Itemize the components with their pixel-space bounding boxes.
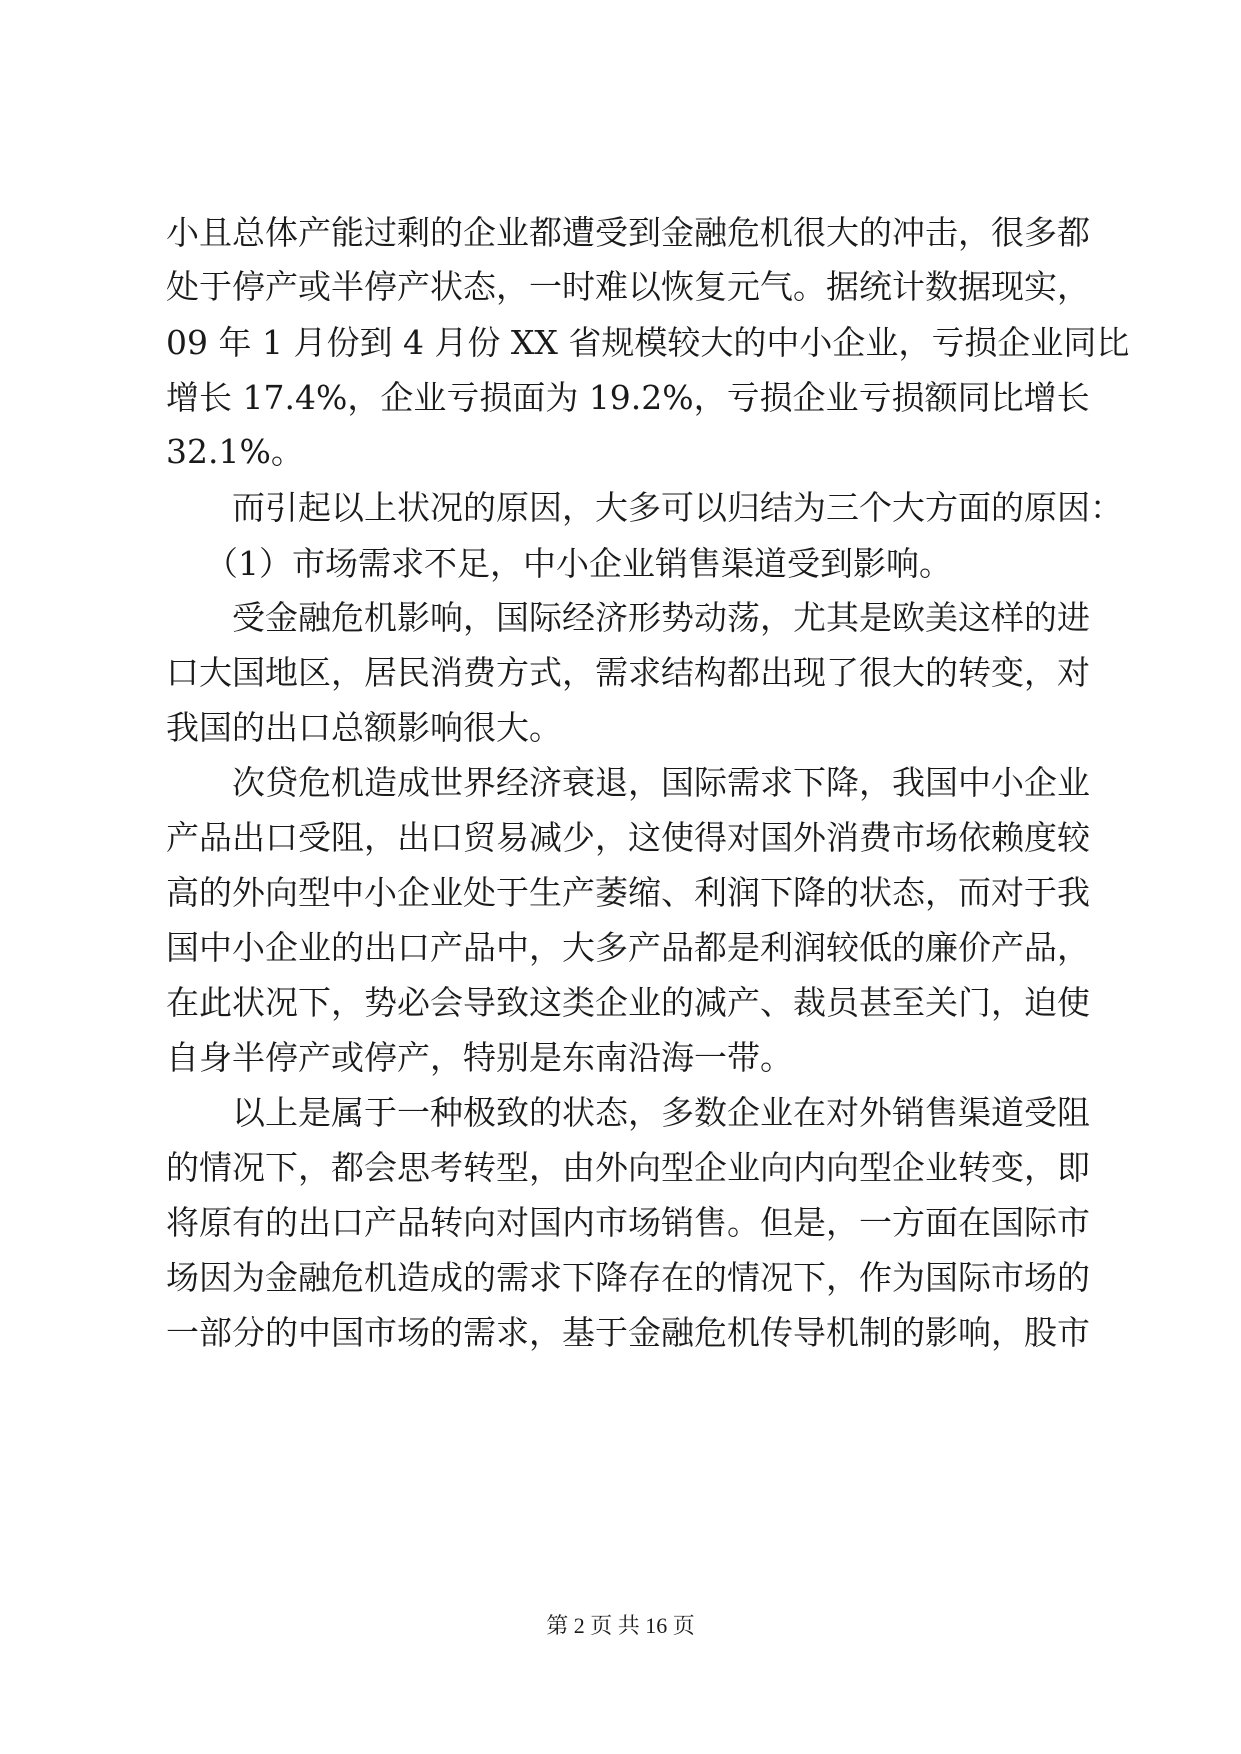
- body-line: 口大国地区，居民消费方式，需求结构都出现了很大的转变，对: [166, 653, 1090, 692]
- page-footer: 第 2 页 共 16 页: [546, 1613, 695, 1638]
- body-line: 以上是属于一种极致的状态，多数企业在对外销售渠道受阻: [232, 1093, 1090, 1132]
- body-line: 09 年 1 月份到 4 月份 XX 省规模较大的中小企业，亏损企业同比: [166, 323, 1130, 362]
- body-line: 增长 17.4%，企业亏损面为 19.2%，亏损企业亏损额同比增长: [166, 378, 1090, 417]
- body-line: 在此状况下，势必会导致这类企业的减产、裁员甚至关门，迫使: [166, 983, 1090, 1022]
- body-line: 小且总体产能过剩的企业都遭受到金融危机很大的冲击，很多都: [166, 213, 1090, 252]
- body-line: 受金融危机影响，国际经济形势动荡，尤其是欧美这样的进: [232, 598, 1090, 637]
- body-line: 高的外向型中小企业处于生产萎缩、利润下降的状态，而对于我: [166, 873, 1090, 912]
- section-heading: （1）市场需求不足，中小企业销售渠道受到影响。: [205, 544, 952, 583]
- body-line: 的情况下，都会思考转型，由外向型企业向内向型企业转变，即: [166, 1148, 1090, 1187]
- body-line: 处于停产或半停产状态，一时难以恢复元气。据统计数据现实，: [166, 267, 1090, 306]
- body-line: 自身半停产或停产，特别是东南沿海一带。: [166, 1038, 793, 1077]
- body-line: 场因为金融危机造成的需求下降存在的情况下，作为国际市场的: [166, 1258, 1090, 1297]
- body-line: 次贷危机造成世界经济衰退，国际需求下降，我国中小企业: [232, 763, 1090, 802]
- body-line: 32.1%。: [166, 432, 304, 471]
- body-line: 产品出口受阻，出口贸易减少，这使得对国外消费市场依赖度较: [166, 818, 1090, 857]
- body-line: 国中小企业的出口产品中，大多产品都是利润较低的廉价产品，: [166, 928, 1090, 967]
- body-line: 我国的出口总额影响很大。: [166, 708, 562, 747]
- body-line: 而引起以上状况的原因，大多可以归结为三个大方面的原因：: [232, 488, 1123, 527]
- body-line: 将原有的出口产品转向对国内市场销售。但是，一方面在国际市: [166, 1203, 1090, 1242]
- body-line: 一部分的中国市场的需求，基于金融危机传导机制的影响，股市: [166, 1313, 1090, 1352]
